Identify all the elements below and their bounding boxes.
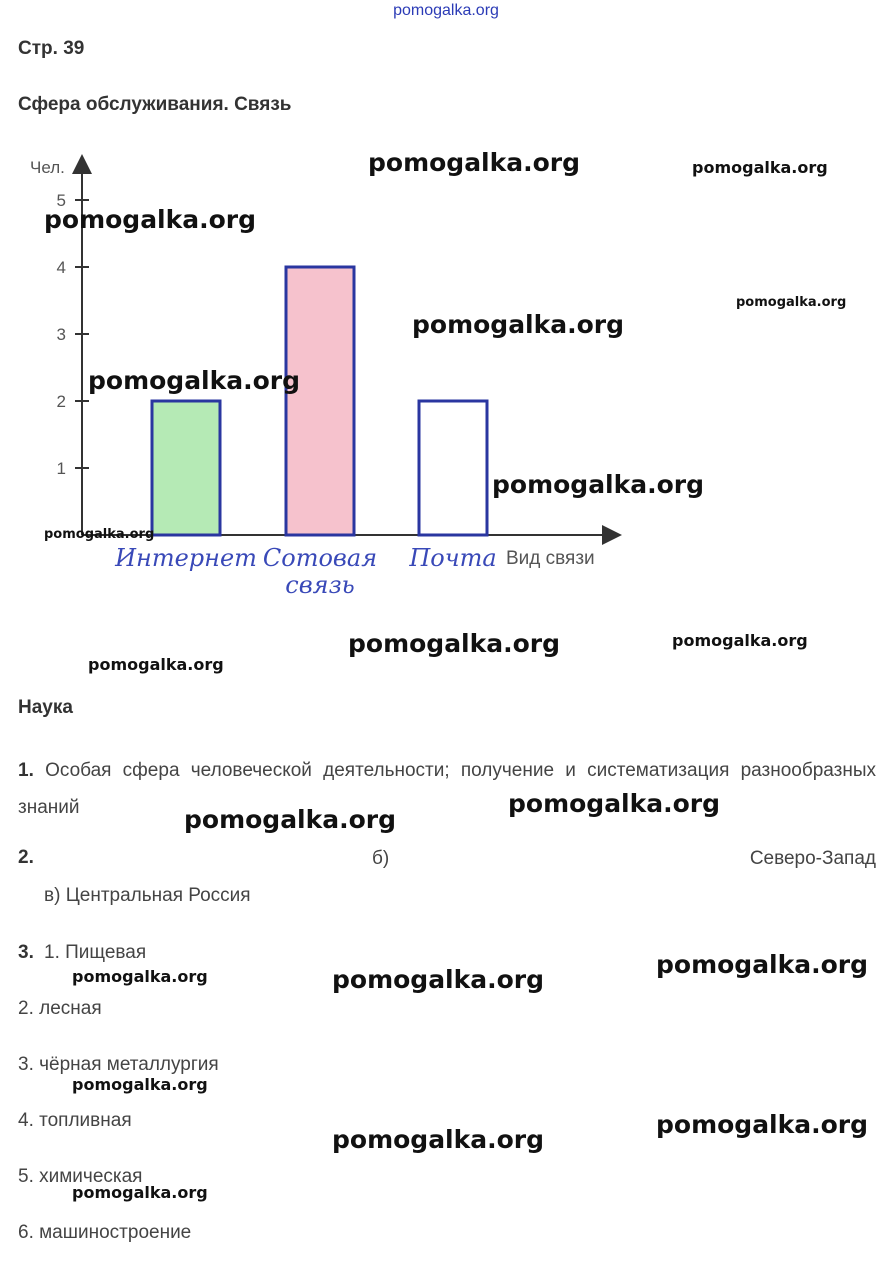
bar [286,267,354,535]
watermark: pomogalka.org [88,655,224,674]
watermark: pomogalka.org [72,1075,208,1094]
question-2-b-value: Северо-Запад [749,848,876,869]
q3-item: 1. Пищевая [44,942,147,963]
x-tick-label: связь [285,571,355,599]
question-1 [18,752,876,826]
y-axis-label: Чел. [30,158,65,177]
watermark: pomogalka.org [368,148,581,177]
q3-item: 4. топливная [18,1110,132,1131]
x-axis-label: Вид связи [506,548,595,569]
watermark: pomogalka.org [508,789,721,818]
watermark: pomogalka.org [72,967,208,986]
question-3-number: 3. [18,942,34,963]
watermark: pomogalka.org [412,310,625,339]
question-2-b-label: б) [372,848,390,869]
page-number: Стр. 39 [18,38,85,59]
y-tick-label: 3 [56,325,66,344]
y-tick-label: 4 [56,258,66,277]
watermark: pomogalka.org [692,158,828,177]
x-tick-label: Интернет [115,544,257,572]
watermark: pomogalka.org [672,631,808,650]
section-title: Сфера обслуживания. Связь [18,94,292,115]
q3-item: 5. химическая [18,1166,143,1187]
watermark: pomogalka.org [656,1110,869,1139]
y-tick-label: 5 [56,191,66,210]
watermark: pomogalka.org [736,295,847,310]
question-2-number: 2. [18,847,34,868]
q3-item: 6. машиностроение [18,1222,192,1243]
bar [152,401,220,535]
science-title: Наука [18,697,73,718]
question-1-number: 1. [18,760,34,781]
watermark: pomogalka.org [44,527,155,542]
q3-item: 2. лесная [18,998,102,1019]
watermark: pomogalka.org [72,1183,208,1202]
watermark: pomogalka.org [88,366,301,395]
watermark: pomogalka.org [332,965,545,994]
watermark: pomogalka.org [348,629,561,658]
y-tick-label: 1 [56,459,66,478]
watermark: pomogalka.org [656,950,869,979]
watermark: pomogalka.org [332,1125,545,1154]
question-2-v: в) Центральная Россия [44,885,251,906]
x-tick-label: Сотовая [262,544,378,572]
y-tick-label: 2 [56,392,66,411]
watermark: pomogalka.org [492,470,705,499]
question-1-text: Особая сфера человеческой деятельности; получение и систематизация разнообразных знаний [18,760,876,818]
q3-item: 3. чёрная металлургия [18,1054,219,1075]
site-link[interactable]: pomogalka.org [393,2,499,19]
bar [419,401,487,535]
x-tick-label: Почта [409,544,497,572]
watermark: pomogalka.org [184,805,397,834]
watermark: pomogalka.org [44,205,257,234]
